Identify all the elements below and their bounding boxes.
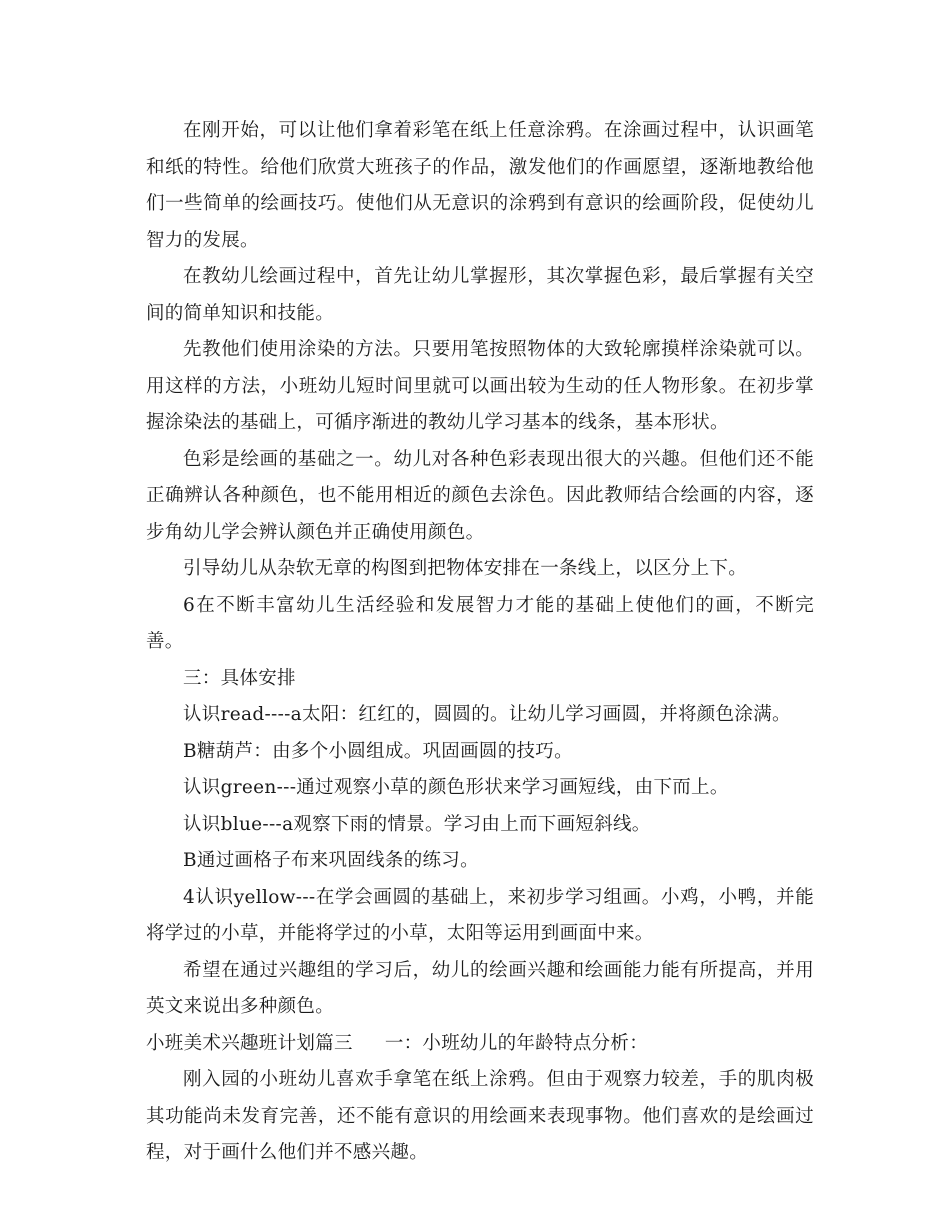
section-title: 小班美术兴趣班计划篇三: [146, 1032, 353, 1054]
paragraph-1: 在刚开始，可以让他们拿着彩笔在纸上任意涂鸦。在涂画过程中，认识画笔和纸的特性。给他们欣赏大班孩子的作品，激发他们的作画愿望，逐渐地教给他们一些简单的绘画技巧。使他们从无意识的涂鸦到有意识的绘画阶段，促使幼儿智力的发展。: [146, 120, 814, 251]
paragraph-grid-cloth: B通过画格子布来巩固线条的练习。: [183, 850, 479, 871]
section-heading-line: [146, 1026, 814, 1063]
paragraph-section-heading: 三：具体安排: [183, 667, 296, 689]
section-subtitle: 一：小班幼儿的年龄特点分析：: [384, 1032, 649, 1054]
paragraph-6: 6在不断丰富幼儿生活经验和发展智力才能的基础上使他们的画，不断完善。: [146, 594, 814, 652]
document-body: [146, 113, 814, 1172]
paragraph-red: 认识read----a太阳：红红的，圆圆的。让幼儿学习画圆，并将颜色涂满。: [183, 704, 791, 725]
paragraph-yellow: 4认识yellow---在学会画圆的基础上，来初步学习组画。小鸡，小鸭，并能将学过的小草，并能将学过的小草，太阳等运用到画面中来。: [146, 886, 814, 944]
paragraph-hope: 希望在通过兴趣组的学习后，幼儿的绘画兴趣和绘画能力能有所提高，并用英文来说出多种颜色。: [146, 959, 814, 1017]
paragraph-5: 引导幼儿从杂软无章的构图到把物体安排在一条线上，以区分上下。: [183, 558, 748, 579]
paragraph-green: 认识green---通过观察小草的颜色形状来学习画短线，由下而上。: [183, 777, 729, 798]
paragraph-2: 在教幼儿绘画过程中，首先让幼儿掌握形，其次掌握色彩，最后掌握有关空间的简单知识和技能。: [146, 266, 814, 324]
paragraph-candied-haws: B糖葫芦：由多个小圆组成。巩固画圆的技巧。: [183, 740, 573, 762]
paragraph-3: 先教他们使用涂染的方法。只要用笔按照物体的大致轮廓摸样涂染就可以。用这样的方法，小班幼儿短时间里就可以画出较为生动的任人物形象。在初步掌握涂染法的基础上，可循序渐进的教幼儿学习基本的线条，基本形状。: [146, 339, 814, 433]
paragraph-closing: 刚入园的小班幼儿喜欢手拿笔在纸上涂鸦。但由于观察力较差，手的肌肉极其功能尚未发育完善，还不能有意识的用绘画来表现事物。他们喜欢的是绘画过程，对于画什么他们并不感兴趣。: [146, 1069, 814, 1163]
paragraph-4: 色彩是绘画的基础之一。幼儿对各种色彩表现出很大的兴趣。但他们还不能正确辨认各种颜色，也不能用相近的颜色去涂色。因此教师结合绘画的内容，逐步角幼儿学会辨认颜色并正确使用颜色。: [146, 448, 814, 543]
paragraph-blue: 认识blue---a观察下雨的情景。学习由上而下画短斜线。: [183, 813, 651, 835]
